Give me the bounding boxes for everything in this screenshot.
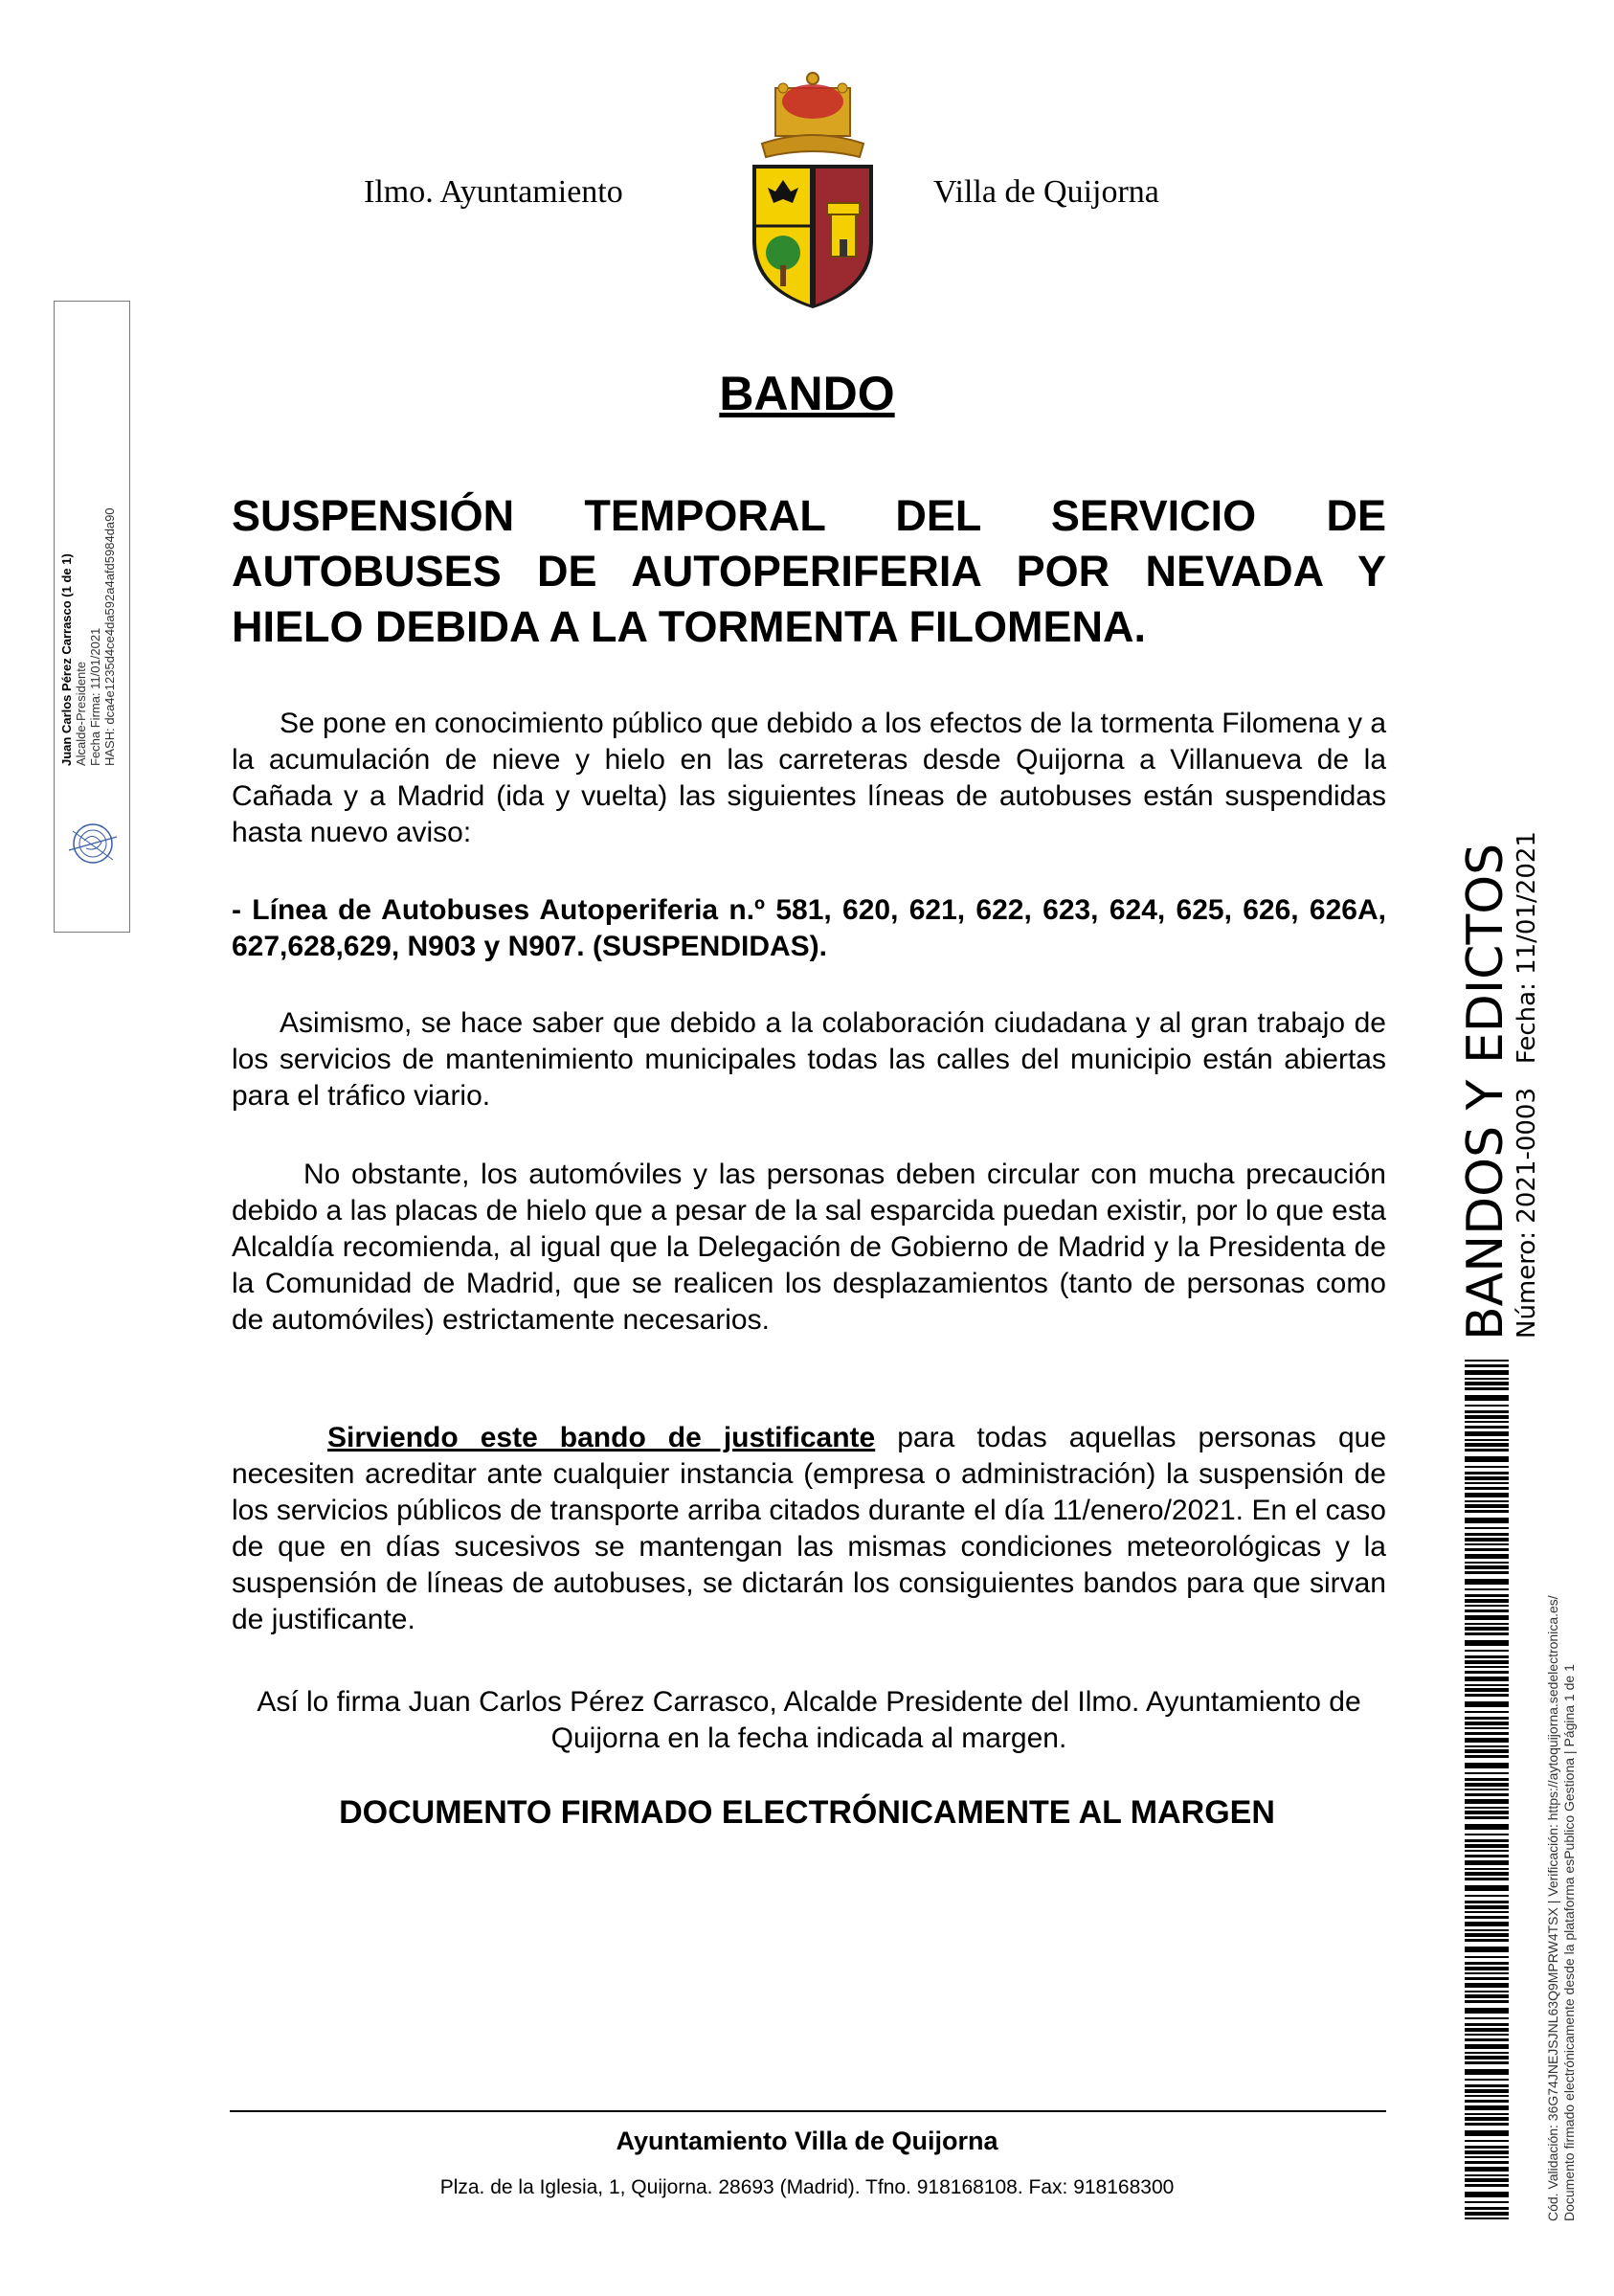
barcode-bar — [1465, 1911, 1509, 1913]
header-left-text: Ilmo. Ayuntamiento — [364, 174, 623, 210]
barcode-bar — [1465, 2130, 1509, 2136]
barcode-bar — [1465, 1449, 1509, 1452]
barcode-bar — [1465, 1482, 1509, 1484]
barcode-bar — [1465, 1415, 1509, 1419]
footer-address: Plza. de la Iglesia, 1, Quijorna. 28693 (Madrid). Tfno. 918168108. Fax: 918168300 — [439, 2176, 1175, 2198]
barcode-bar — [1465, 1579, 1509, 1585]
barcode-bar — [1465, 1554, 1509, 1559]
barcode-bar — [1465, 1370, 1509, 1375]
barcode-bar — [1465, 1738, 1509, 1743]
barcode-bar — [1465, 1518, 1509, 1523]
barcode-bar — [1465, 1543, 1509, 1545]
barcode-bar — [1465, 1972, 1509, 1974]
paragraph-caution: No obstante, los automóviles y las personas deben circular con mucha precaución debido a las placas de hielo que a pesar de la sal esparcida puedan existir, por lo que esta Alcaldía recomienda, al igual que la Delegación de Gobierno de Madrid y la Presidenta de la Comunidad de Madrid, que se realicen los desplazamientos (tanto de personas como de automóviles) estrictamente necesarios. — [232, 1159, 1386, 1336]
barcode-bar — [1465, 2174, 1509, 2176]
barcode-bar — [1465, 1834, 1509, 1835]
barcode-bar — [1465, 1588, 1509, 1590]
barcode-bar — [1465, 2140, 1509, 2142]
barcode-bar — [1465, 1378, 1509, 1380]
barcode-bar — [1465, 1824, 1509, 1830]
barcode-bar — [1465, 1382, 1509, 1385]
barcode-bar — [1465, 2217, 1509, 2219]
barcode-bar — [1465, 1939, 1509, 1942]
barcode-bar — [1465, 1562, 1509, 1564]
barcode-bar — [1465, 1410, 1509, 1413]
barcode-bar — [1465, 1991, 1509, 1992]
barcode-bar — [1465, 1439, 1509, 1441]
barcode-bar — [1465, 1727, 1509, 1729]
barcode-bar — [1465, 1694, 1509, 1697]
barcode-bar — [1465, 1816, 1509, 1819]
barcode-bar — [1465, 2089, 1509, 2093]
barcode-bar — [1465, 1504, 1509, 1508]
barcode-bar — [1465, 1811, 1509, 1814]
barcode-bar — [1465, 1994, 1509, 1998]
barcode-bar — [1465, 1632, 1509, 1635]
barcode-bar — [1465, 1983, 1509, 1988]
electronic-signature-notice: DOCUMENTO FIRMADO ELECTRÓNICAMENTE AL MARGEN — [339, 1794, 1275, 1831]
barcode-bar — [1465, 2084, 1509, 2087]
barcode-bar — [1465, 1872, 1509, 1876]
barcode-bar — [1465, 1487, 1509, 1490]
barcode-bar — [1465, 1677, 1509, 1681]
barcode-bar — [1465, 1548, 1509, 1551]
barcode-bar — [1465, 2201, 1509, 2203]
barcode-bar — [1465, 1922, 1509, 1926]
signature-details — [59, 421, 117, 766]
paragraph-bus-lines: - Línea de Autobuses Autoperiferia n.º 581, 620, 621, 622, 623, 624, 625, 626, 626A, 627,628,629, N903 y N907. (SUSPENDIDAS). — [232, 894, 1386, 962]
barcode-bar — [1465, 2038, 1509, 2041]
barcode-bar — [1465, 2146, 1509, 2149]
barcode-bar — [1465, 2056, 1509, 2060]
barcode-bar — [1465, 1476, 1509, 1480]
barcode-bar — [1465, 1605, 1509, 1607]
signature-hash: HASH: dca4e1235d4ce4da592a4afd5984da90 — [102, 507, 117, 766]
barcode-bar — [1465, 1594, 1509, 1597]
paragraph-streets-open: Asimismo, se hace saber que debido a la colaboración ciudadana y al gran trabajo de los servicios de mantenimiento municipales todas las calles del municipio están abiertas para el tráfico viario. — [232, 1007, 1386, 1112]
barcode-bar — [1465, 2212, 1509, 2216]
barcode-bar — [1465, 1650, 1509, 1652]
barcode-bar — [1465, 1538, 1509, 1542]
barcode-bar — [1465, 2105, 1509, 2110]
barcode-bar — [1465, 1565, 1509, 1569]
barcode-bar — [1465, 1860, 1509, 1865]
barcode-bar — [1465, 1933, 1509, 1937]
barcode-bar — [1465, 1671, 1509, 1674]
barcode-bar — [1465, 1799, 1509, 1804]
barcode-bar — [1465, 1426, 1509, 1429]
barcode-bar — [1465, 2167, 1509, 2172]
barcode-bar — [1465, 2061, 1509, 2064]
barcode-bar — [1465, 2017, 1509, 2019]
barcode-bar — [1465, 1901, 1509, 1903]
signer-role: Alcalde-Presidente — [74, 661, 88, 766]
barcode-bar — [1465, 1793, 1509, 1796]
barcode-bar — [1465, 2044, 1509, 2049]
footer-divider — [230, 2110, 1386, 2112]
barcode-bar — [1465, 1772, 1509, 1774]
barcode-bar — [1465, 1493, 1509, 1497]
barcode-bar — [1465, 1789, 1509, 1790]
barcode-bar — [1465, 2192, 1509, 2197]
barcode-bar — [1465, 1456, 1509, 1462]
barcode-bar — [1465, 2178, 1509, 2182]
barcode-bar — [1465, 1421, 1509, 1423]
barcode-bar — [1465, 1722, 1509, 1725]
barcode-bar — [1465, 1956, 1509, 1958]
barcode-bar — [1465, 2028, 1509, 2032]
verification-platform: Documento firmado electrónicamente desde la plataforma esPublico Gestiona | Página 1 de 1 — [1561, 1664, 1577, 2221]
barcode-bar — [1465, 1599, 1509, 1603]
barcode-bar — [1465, 1850, 1509, 1852]
header-right-text: Villa de Quijorna — [933, 174, 1159, 210]
barcode-bar — [1465, 1443, 1509, 1447]
barcode-bar — [1465, 1732, 1509, 1735]
verification-details — [1545, 1595, 1578, 2221]
paragraph-intro: Se pone en conocimiento público que debido a los efectos de la tormenta Filomena y a la acumulación de nieve y hielo en las carreteras desde Quijorna a Villanueva de la Cañada y a Madrid (ida y vuelta) las siguientes líneas de autobuses están suspendidas hasta nuevo aviso: — [232, 708, 1386, 848]
barcode-bar — [1465, 1615, 1509, 1620]
barcode-bar — [1465, 1533, 1509, 1536]
paragraph-justification — [232, 1420, 1386, 1638]
barcode-bar — [1465, 1855, 1509, 1857]
barcode-bar — [1465, 1878, 1509, 1880]
barcode-bar — [1465, 1947, 1509, 1952]
barcode-bar — [1465, 1527, 1509, 1529]
barcode-bar — [1465, 2069, 1509, 2075]
barcode-bar — [1465, 1895, 1509, 1897]
barcode-bar — [1465, 2113, 1509, 2115]
barcode-bar — [1465, 1684, 1509, 1686]
barcode-bar — [1465, 2000, 1509, 2003]
barcode-icon — [1465, 1360, 1509, 2221]
barcode-bar — [1465, 1500, 1509, 1502]
barcode-bar — [1465, 1755, 1509, 1758]
barcode-bar — [1465, 2184, 1509, 2187]
registry-date: Fecha: 11/01/2021 — [1513, 831, 1541, 1065]
barcode-bar — [1465, 2123, 1509, 2126]
barcode-bar — [1465, 1778, 1509, 1781]
barcode-bar — [1465, 1844, 1509, 1848]
barcode-bar — [1465, 1364, 1509, 1367]
barcode-bar — [1465, 1962, 1509, 1965]
barcode-bar — [1465, 1431, 1509, 1436]
barcode-bar — [1465, 1688, 1509, 1692]
barcode-bar — [1465, 1571, 1509, 1574]
registry-category: BANDOS Y EDICTOS — [1457, 843, 1514, 1340]
barcode-bar — [1465, 1905, 1509, 1909]
barcode-bar — [1465, 1701, 1509, 1707]
justification-emphasis: Sirviendo este bando de justificante — [327, 1422, 876, 1453]
barcode-bar — [1465, 1472, 1509, 1474]
justification-text: para todas aquellas personas que necesiten acreditar ante cualquier instancia (empresa o administración) la suspensión de los servicios públicos de transporte arriba citados durante el día 11/enero/2021. En el caso de que en días sucesivos se mantengan las mismas condiciones meteorológicas y la suspensión de líneas de autobuses, se dictarán los consiguientes bandos para que sirvan de justificante. — [232, 1422, 1387, 1635]
barcode-bar — [1465, 2023, 1509, 2026]
barcode-bar — [1465, 1807, 1509, 1809]
barcode-bar — [1465, 2207, 1509, 2210]
footer-organization: Ayuntamiento Villa de Quijorna — [616, 2127, 998, 2155]
barcode-bar — [1465, 1627, 1509, 1631]
document-title: BANDO — [719, 367, 895, 420]
barcode-bar — [1465, 1640, 1509, 1646]
barcode-bar — [1465, 1749, 1509, 1753]
barcode-bar — [1465, 1623, 1509, 1625]
barcode-bar — [1465, 1609, 1509, 1612]
barcode-bar — [1465, 1967, 1509, 1970]
barcode-bar — [1465, 2052, 1509, 2054]
signature-date: Fecha Firma: 11/01/2021 — [88, 627, 102, 766]
barcode-bar — [1465, 2079, 1509, 2081]
barcode-bar — [1465, 1745, 1509, 1747]
barcode-bar — [1465, 1405, 1509, 1407]
barcode-bar — [1465, 1510, 1509, 1513]
barcode-bar — [1465, 2100, 1509, 2103]
barcode-bar — [1465, 1868, 1509, 1870]
document-subtitle: SUSPENSIÓN TEMPORAL DEL SERVICIO DE AUTOBUSES DE AUTOPERIFERIA POR NEVADA Y HIELO DEBIDA A LA TORMENTA FILOMENA. — [232, 491, 1386, 651]
barcode-bar — [1465, 2117, 1509, 2121]
barcode-bar — [1465, 1839, 1509, 1842]
barcode-bar — [1465, 1885, 1509, 1891]
barcode-bar — [1465, 1666, 1509, 1668]
registry-number-date — [1513, 831, 1541, 1339]
signer-name: Juan Carlos Pérez Carrasco (1 de 1) — [59, 553, 74, 766]
barcode-bar — [1465, 1977, 1509, 1980]
barcode-bar — [1465, 2008, 1509, 2014]
barcode-bar — [1465, 1360, 1509, 1362]
barcode-bar — [1465, 1783, 1509, 1787]
barcode-bar — [1465, 1660, 1509, 1664]
verification-code: Cód. Validación: 36G74JNEJSJNL63Q9MPRW4TSX | Verificación: https://aytoquijorna.sedelectronica.es/ — [1545, 1595, 1560, 2221]
barcode-bar — [1465, 1763, 1509, 1768]
barcode-bar — [1465, 2034, 1509, 2036]
barcode-bar — [1465, 1929, 1509, 1931]
barcode-bar — [1465, 1711, 1509, 1713]
barcode-bar — [1465, 2095, 1509, 2097]
barcode-bar — [1465, 1655, 1509, 1658]
barcode-bar — [1465, 1717, 1509, 1720]
barcode-bar — [1465, 2161, 1509, 2164]
barcode-bar — [1465, 2150, 1509, 2154]
paragraph-signature-statement: Así lo firma Juan Carlos Pérez Carrasco, Alcalde Presidente del Ilmo. Ayuntamiento de Quijorna en la fecha indicada al margen. — [257, 1686, 1361, 1754]
barcode-bar — [1465, 1466, 1509, 1468]
registry-number: Número: 2021-0003 — [1513, 1087, 1541, 1339]
signature-stamp-icon — [61, 812, 124, 875]
barcode-bar — [1465, 1387, 1509, 1390]
barcode-bar — [1465, 1395, 1509, 1401]
barcode-bar — [1465, 1916, 1509, 1919]
coat-of-arms-logo — [747, 69, 879, 310]
barcode-bar — [1465, 2156, 1509, 2158]
